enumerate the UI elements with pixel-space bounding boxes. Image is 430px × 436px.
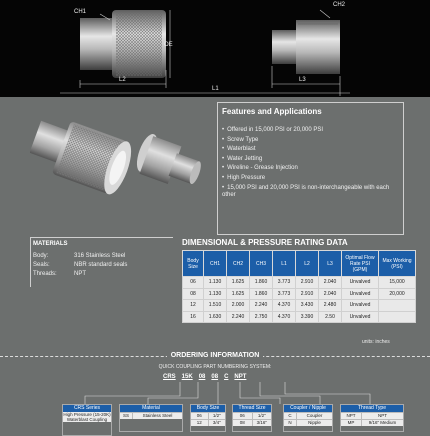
option-desc: 3/4" xyxy=(212,420,221,425)
material-row xyxy=(33,253,125,259)
coupler-hex-end xyxy=(80,18,114,70)
units-note: units: inches xyxy=(362,339,390,345)
code-part: 08 xyxy=(211,374,219,380)
table-cell xyxy=(379,300,416,312)
option-desc: 1/2" xyxy=(212,413,221,418)
material-box-row xyxy=(120,412,182,419)
nipple-hex xyxy=(296,20,340,74)
table-cell: 08 xyxy=(183,288,204,300)
option-desc: Coupler xyxy=(306,413,323,418)
materials-panel xyxy=(30,237,173,287)
option-code: 08 xyxy=(233,420,253,426)
table-cell: 12 xyxy=(183,300,204,312)
table-row xyxy=(183,277,416,289)
coupler-nipple-box xyxy=(283,404,333,432)
option-desc: Nipple xyxy=(308,420,321,425)
table-cell: 20,000 xyxy=(379,288,416,300)
col-header: Optimal Flow Rate PSI (GPM) xyxy=(342,251,379,277)
col-header: L2 xyxy=(296,251,319,277)
material-key: Threads: xyxy=(33,271,57,277)
table-cell: 1.130 xyxy=(204,288,227,300)
l3-label: L3 xyxy=(299,77,306,83)
table-cell: 2.240 xyxy=(227,311,250,323)
table-cell: 4.370 xyxy=(273,300,296,312)
option-desc: NPT xyxy=(378,413,387,418)
table-row xyxy=(183,300,416,312)
table-cell: 3.430 xyxy=(296,300,319,312)
table-cell: Unvalved xyxy=(342,311,379,323)
table-cell: 1.625 xyxy=(227,288,250,300)
table-cell: 2.040 xyxy=(319,288,342,300)
thread-type-box xyxy=(340,404,404,432)
material-value: NPT xyxy=(74,271,86,277)
table-cell: 1.625 xyxy=(227,277,250,289)
body-size-box xyxy=(190,404,226,432)
series-box xyxy=(62,404,112,436)
option-desc: Stainless Steel xyxy=(142,413,173,418)
option-code: 06 xyxy=(233,413,253,419)
ch1-label: CH1 xyxy=(74,9,87,15)
option-code: 12 xyxy=(191,420,209,426)
thread-type-row xyxy=(341,419,403,426)
feature-item: • Wireline - Grease Injection xyxy=(222,164,397,174)
option-desc: 1/2" xyxy=(257,413,266,418)
col-header: CH1 xyxy=(204,251,227,277)
option-desc: 9/16" Medium xyxy=(368,420,397,425)
table-cell: 3.773 xyxy=(273,277,296,289)
table-cell: 2.910 xyxy=(296,277,319,289)
code-part: NPT xyxy=(234,374,247,380)
table-cell: 2.910 xyxy=(296,288,319,300)
part-number-code xyxy=(163,374,252,380)
col-header: L3 xyxy=(319,251,342,277)
features-list xyxy=(222,126,397,199)
features-title: Features and Applications xyxy=(222,107,322,116)
ordering-title xyxy=(0,352,430,359)
material-box-head: Material xyxy=(120,405,182,412)
feature-item: • 15,000 PSI and 20,000 PSI is non-interchangeable with each other xyxy=(222,185,397,199)
option-code: N xyxy=(284,420,297,426)
table-row xyxy=(183,311,416,323)
dimensions-title: DIMENSIONAL & PRESSURE RATING DATA xyxy=(182,238,348,247)
material-row xyxy=(33,262,127,268)
option-code: 06 xyxy=(191,413,209,419)
option-code: MP xyxy=(341,420,362,426)
table-cell: 1.630 xyxy=(204,311,227,323)
option-code: SS xyxy=(120,413,133,419)
table-cell: 2.240 xyxy=(250,300,273,312)
table-cell: Unvalved xyxy=(342,288,379,300)
materials-title: MATERIALS xyxy=(33,241,68,247)
table-cell: 1.860 xyxy=(250,288,273,300)
features-panel xyxy=(217,102,404,235)
thread-type-row xyxy=(341,412,403,419)
l1-label: L1 xyxy=(212,86,219,92)
coupler-nipple-row xyxy=(284,419,332,426)
table-cell: 1.510 xyxy=(204,300,227,312)
code-part: 15K xyxy=(181,374,193,380)
coupler-nipple-row xyxy=(284,412,332,419)
dimensions-table xyxy=(182,250,416,323)
table-cell: 1.130 xyxy=(204,277,227,289)
feature-item: • Water Jetting xyxy=(222,155,397,165)
table-cell xyxy=(379,311,416,323)
series-box-text: High Pressure (15-20K) Waterblast Coupling xyxy=(63,412,111,422)
option-code: C xyxy=(284,413,297,419)
table-cell: 3.390 xyxy=(296,311,319,323)
material-box xyxy=(119,404,183,432)
col-header: CH2 xyxy=(227,251,250,277)
col-header: CH3 xyxy=(250,251,273,277)
feature-item: • High Pressure xyxy=(222,174,397,184)
nipple-thread xyxy=(272,30,298,64)
table-row xyxy=(183,288,416,300)
table-cell: Unvalved xyxy=(342,277,379,289)
material-key: Body: xyxy=(33,253,49,259)
thread-size-box xyxy=(232,404,272,432)
table-cell: 4.370 xyxy=(273,311,296,323)
table-cell: 15,000 xyxy=(379,277,416,289)
coupler-nipple-box-head: Coupler / Nipple xyxy=(284,405,332,412)
table-cell: 1.860 xyxy=(250,277,273,289)
table-cell: 16 xyxy=(183,311,204,323)
thread-size-box-head: Thread Size xyxy=(233,405,271,412)
option-desc: 3/16" xyxy=(256,420,267,425)
material-value: NBR standard seals xyxy=(74,262,128,268)
col-header: Body Size xyxy=(183,251,204,277)
code-connector-lines xyxy=(60,382,400,404)
col-header: L1 xyxy=(273,251,296,277)
col-header: Max Working (PSI) xyxy=(379,251,416,277)
table-cell: 2.480 xyxy=(319,300,342,312)
feature-item: • Waterblast xyxy=(222,145,397,155)
coupling-dimension-diagram xyxy=(0,0,430,97)
table-cell: 2.000 xyxy=(227,300,250,312)
material-row xyxy=(33,271,86,277)
series-box-head: CRS Series xyxy=(63,405,111,412)
thread-size-row xyxy=(233,419,271,426)
table-cell: 2.040 xyxy=(319,277,342,289)
ordering-title-text: ORDERING INFORMATION xyxy=(167,352,264,359)
table-cell: 2.50 xyxy=(319,311,342,323)
table-cell: 2.750 xyxy=(250,311,273,323)
product-photo xyxy=(30,102,210,235)
material-key: Seals: xyxy=(33,262,50,268)
table-header-row xyxy=(183,251,416,277)
thread-size-row xyxy=(233,412,271,419)
body-size-box-head: Body Size xyxy=(191,405,225,412)
table-cell: 06 xyxy=(183,277,204,289)
option-code: NPT xyxy=(341,413,362,419)
l2-label: L2 xyxy=(119,77,126,83)
code-part: C xyxy=(224,374,229,380)
oe-label: OE xyxy=(164,42,173,48)
code-part: CRS xyxy=(163,374,176,380)
body-size-row xyxy=(191,419,225,426)
feature-item: • Offered in 15,000 PSI or 20,000 PSI xyxy=(222,126,397,136)
body-size-row xyxy=(191,412,225,419)
table-cell: 3.773 xyxy=(273,288,296,300)
material-value: 316 Stainless Steel xyxy=(74,253,126,259)
code-part: 08 xyxy=(198,374,206,380)
ordering-subtitle: QUICK COUPLING PART NUMBERING SYSTEM: xyxy=(158,364,272,370)
thread-type-box-head: Thread Type xyxy=(341,405,403,412)
dimension-diagram-panel xyxy=(0,0,430,97)
table-cell: Unvalved xyxy=(342,300,379,312)
ch2-label: CH2 xyxy=(333,2,346,8)
feature-item: • Screw Type xyxy=(222,136,397,146)
